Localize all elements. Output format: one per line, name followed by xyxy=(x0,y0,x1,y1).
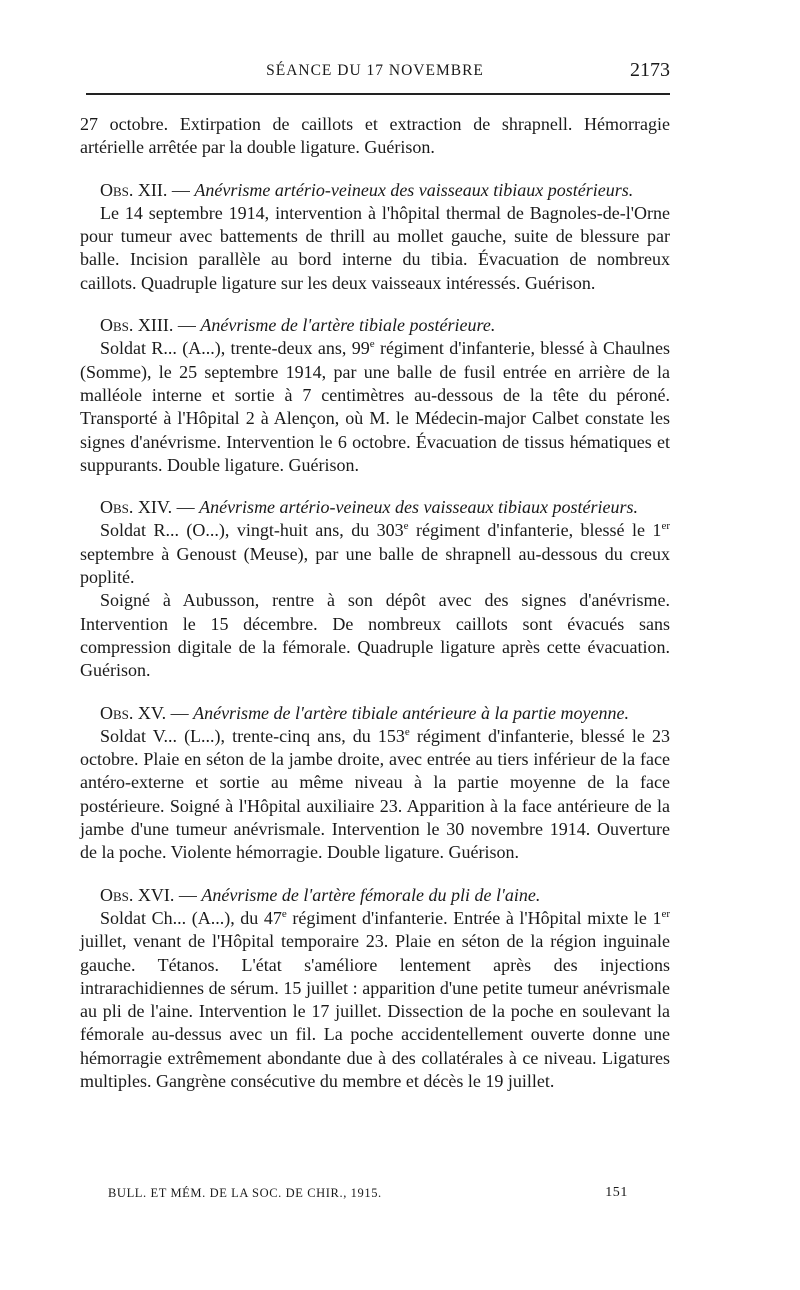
obs-14-text-b: régiment d'infanterie, blessé le 1 xyxy=(408,520,662,541)
obs-14-sup: e xyxy=(403,520,409,533)
footer-source: BULL. ET MÉM. DE LA SOC. DE CHIR., 1915. xyxy=(108,1186,382,1200)
obs-12-text: Le 14 septembre 1914, intervention à l'hôpital thermal de Bagnoles-de-l'Orne pour tumeur avec battements de thrill au mollet gauche, suite de blessure par balle. Incision parallèle au bord interne du tibia. Évacuation de nombreux caillots. Quadruple ligature sur les deux vaisseaux intéressés. Guérison. xyxy=(80,202,670,293)
continuation-paragraph: 27 octobre. Extirpation de caillots et extraction de shrapnell. Hémorragie artérielle arrêtée par la double ligature. Guérison. xyxy=(80,114,670,158)
obs-15 xyxy=(80,702,670,725)
obs-16-text-b: régiment d'infanterie. Entrée à l'Hôpital mixte le 1 xyxy=(286,907,662,928)
obs-13 xyxy=(80,314,670,337)
obs-14-text-a: Soldat R... (O...), vingt-huit ans, du 303 xyxy=(100,520,404,541)
obs-13-title: Anévrisme de l'artère tibiale postérieure. xyxy=(200,315,496,336)
obs-14 xyxy=(80,496,670,519)
obs-14-sup-2: er xyxy=(661,520,670,533)
header-rule xyxy=(86,93,670,95)
obs-14-dash: — xyxy=(172,497,200,518)
obs-15-sup: e xyxy=(404,725,410,738)
obs-13-text xyxy=(80,337,670,477)
page-footer xyxy=(108,1186,628,1206)
obs-16-text xyxy=(80,907,670,1093)
obs-15-label: Obs. XV. xyxy=(100,702,167,723)
obs-13-dash: — xyxy=(173,315,201,336)
obs-16-text-a: Soldat Ch... (A...), du 47 xyxy=(100,907,282,928)
running-title: SÉANCE DU 17 NOVEMBRE xyxy=(266,62,484,79)
main-text xyxy=(80,113,670,1093)
obs-12-dash: — xyxy=(167,179,195,200)
obs-14-text-2: Soigné à Aubusson, rentre à son dépôt avec des signes d'anévrisme. Intervention le 15 décembre. De nombreux caillots sont évacués sans compression digitale de la fémorale. Quadruple ligature après cette évacuation. Guérison. xyxy=(80,590,670,681)
obs-13-label: Obs. XIII. xyxy=(100,315,174,336)
obs-16-text-c: juillet, venant de l'Hôpital temporaire 23. Plaie en séton de la région inguinale gauche. Tétanos. L'état s'améliore lentement après des injections intrarachidiennes de sérum. 15 juillet : apparition d'une petite tumeur anévrismale au pli de l'aine. Intervention le 17 juillet. Dissection de la poche en soulevant la fémorale au-dessus avec un fil. La poche accidentellement ouverte donne une hémorragie extrêmement abondante due à des collatérales à ce niveau. Ligatures multiples. Gangrène consécutive du membre et décès le 19 juillet. xyxy=(80,931,670,1091)
obs-16-label: Obs. XVI. xyxy=(100,884,175,905)
obs-13-text-b: régiment d'infanterie, blessé à Chaulnes (Somme), le 25 septembre 1914, par une balle de fusil entrée en arrière de la malléole interne et sortie à 7 centimètres au-dessous de la tête du péroné. Transporté à l'Hôpital 2 à Alençon, où M. le Médecin-major Calbet constate les signes d'anévrisme. Intervention le 6 octobre. Évacuation de tissus hématiques et suppurants. Double ligature. Guérison. xyxy=(80,338,670,475)
obs-16-title: Anévrisme de l'artère fémorale du pli de l'aine. xyxy=(201,884,541,905)
obs-14-text xyxy=(80,519,670,589)
obs-16-sup-2: er xyxy=(661,907,670,920)
obs-14-label: Obs. XIV. xyxy=(100,497,173,518)
obs-15-dash: — xyxy=(166,702,194,723)
obs-12 xyxy=(80,179,670,202)
obs-13-sup: e xyxy=(369,338,375,351)
obs-16-dash: — xyxy=(174,884,202,905)
obs-15-text xyxy=(80,725,670,865)
obs-13-text-a: Soldat R... (A...), trente-deux ans, 99 xyxy=(100,338,370,359)
obs-14-title: Anévrisme artério-veineux des vaisseaux tibiaux postérieurs. xyxy=(199,497,638,518)
running-head xyxy=(80,58,670,84)
obs-15-title: Anévrisme de l'artère tibiale antérieure à la partie moyenne. xyxy=(193,702,629,723)
obs-14-text-c: septembre à Genoust (Meuse), par une balle de shrapnell au-dessous du creux poplité. xyxy=(80,543,670,588)
footer-signature: 151 xyxy=(605,1185,628,1200)
obs-12-title: Anévrisme artério-veineux des vaisseaux tibiaux postérieurs. xyxy=(194,179,634,200)
obs-15-text-b: régiment d'infanterie, blessé le 23 octobre. Plaie en séton de la jambe droite, avec entrée au tiers inférieur de la face antéro-externe et sortie au même niveau à la partie moyenne de la face postérieure. Soigné à l'Hôpital auxiliaire 23. Apparition à la face antérieure de la jambe d'une tumeur anévrismale. Intervention le 30 novembre 1914. Ouverture de la poche. Violente hémorragie. Double ligature. Guérison. xyxy=(80,725,670,863)
page-number: 2173 xyxy=(630,59,670,81)
obs-15-text-a: Soldat V... (L...), trente-cinq ans, du 153 xyxy=(100,725,405,746)
obs-16 xyxy=(80,884,670,907)
obs-12-label: Obs. XII. xyxy=(100,179,168,200)
obs-16-sup: e xyxy=(281,907,287,920)
